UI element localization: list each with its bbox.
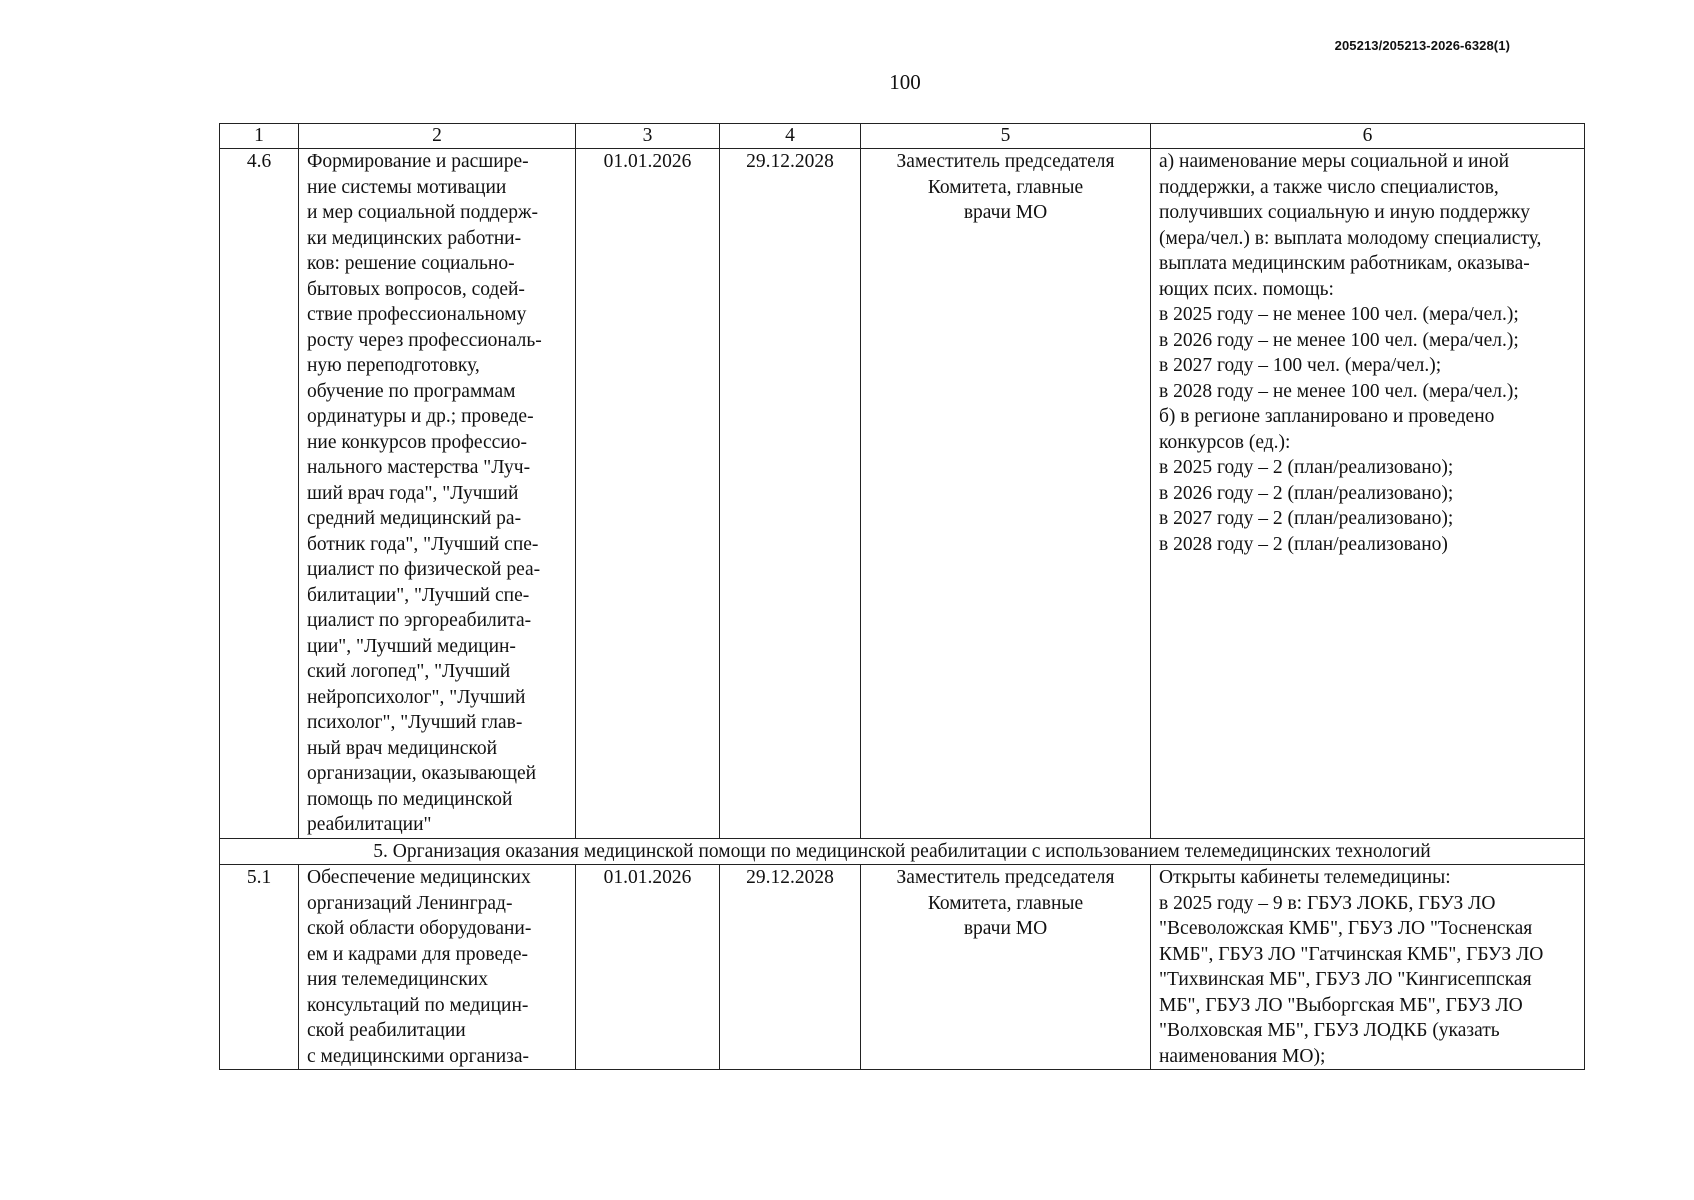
activity-description: Формирование и расшире- ние системы мотивации и мер социальной поддерж- ки медицинских работни- ков: решение социально- бытовых вопросов, содей- ствие профессиональному росту через профессиональ- ную переподготовку, обучение по программам ординатуры и др.; проведе- ние конкурсов профессио- нального мастерства "Луч- ший врач года", "Лучший средний медицинский ра- ботник года", "Лучший спе- циалист по физической реа- билитации", "Лучший спе- циалист по эргореабилита- ции", "Лучший медицин- ский логопед", "Лучший нейропсихолог", "Лучший психолог", "Лучший глав- ный врач медицинской организации, оказывающей помощь по медицинской реабилитации" — [299, 149, 576, 839]
expected-result: а) наименование меры социальной и иной поддержки, а также число специалистов, получивших социальную и иную поддержку (мера/чел.) в: выплата молодому специалисту, выплата медицинским работникам, оказыва- ющих псих. помощь: в 2025 году – не менее 100 чел. (мера/чел.); в 2026 году – не менее 100 чел. (мера/чел.); в 2027 году – 100 чел. (мера/чел.); в 2028 году – не менее 100 чел. (мера/чел.); б) в регионе запланировано и проведено конкурсов (ед.): в 2025 году – 2 (план/реализовано); в 2026 году – 2 (план/реализовано); в 2027 году – 2 (план/реализовано); в 2028 году – 2 (план/реализовано) — [1151, 149, 1585, 839]
table-row — [220, 865, 1585, 1070]
column-header-row — [220, 124, 1585, 149]
expected-result: Открыты кабинеты телемедицины: в 2025 году – 9 в: ГБУЗ ЛОКБ, ГБУЗ ЛО "Всеволожская КМБ", ГБУЗ ЛО "Тосненская КМБ", ГБУЗ ЛО "Гатчинская КМБ", ГБУЗ ЛО "Тихвинская МБ", ГБУЗ ЛО "Кингисеппская МБ", ГБУЗ ЛО "Выборгская МБ", ГБУЗ ЛО "Волховская МБ", ГБУЗ ЛОДКБ (указать наименования МО); — [1151, 865, 1585, 1070]
responsible-party: Заместитель председателя Комитета, главные врачи МО — [861, 865, 1151, 1070]
page-number: 100 — [889, 70, 921, 94]
activities-table — [219, 123, 1585, 1070]
row-number: 4.6 — [220, 149, 299, 839]
column-header-4: 4 — [720, 124, 861, 149]
column-header-1: 1 — [220, 124, 299, 149]
section-heading-row — [220, 838, 1585, 865]
column-header-2: 2 — [299, 124, 576, 149]
column-header-3: 3 — [576, 124, 720, 149]
table-row — [220, 149, 1585, 839]
start-date: 01.01.2026 — [576, 149, 720, 839]
start-date: 01.01.2026 — [576, 865, 720, 1070]
end-date: 29.12.2028 — [720, 149, 861, 839]
column-header-6: 6 — [1151, 124, 1585, 149]
section-title: 5. Организация оказания медицинской помощи по медицинской реабилитации с использованием телемедицинских технологий — [220, 838, 1585, 865]
end-date: 29.12.2028 — [720, 865, 861, 1070]
row-number: 5.1 — [220, 865, 299, 1070]
responsible-party: Заместитель председателя Комитета, главные врачи МО — [861, 149, 1151, 839]
column-header-5: 5 — [861, 124, 1151, 149]
activity-description: Обеспечение медицинских организаций Ленинград- ской области оборудовани- ем и кадрами для проведе- ния телемедицинских консультаций по медицин- ской реабилитации с медицинскими организа- — [299, 865, 576, 1070]
document-id: 205213/205213-2026-6328(1) — [1334, 38, 1510, 53]
